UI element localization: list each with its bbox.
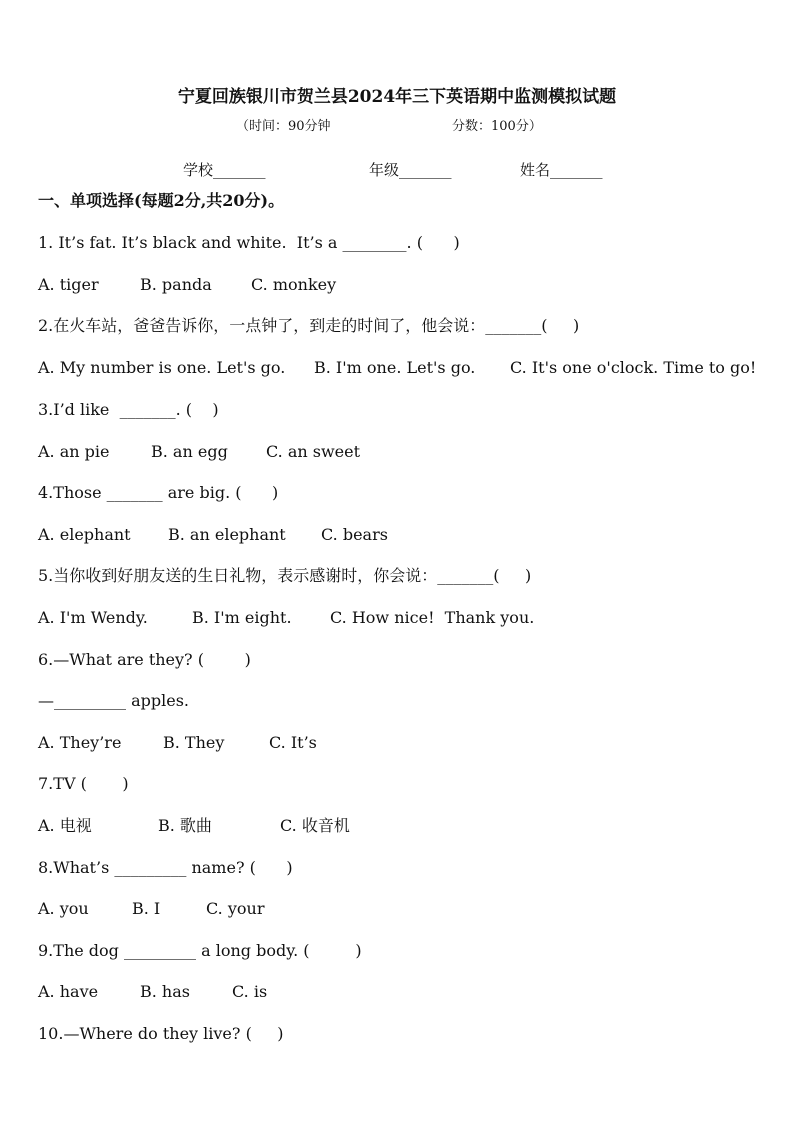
option-c: C. bears <box>321 525 388 544</box>
option-a: A. have <box>38 982 99 1001</box>
option-b: B. has <box>140 982 190 1001</box>
question-stem: 10.—Where do they live? ( ) <box>38 1024 284 1043</box>
option-b: B. panda <box>140 275 212 294</box>
option-b: B. I <box>132 899 161 918</box>
option-a: A. 电视 <box>38 816 92 835</box>
exam-time: （时间：90分钟 <box>236 119 331 134</box>
question-stem: 2.在火车站，爸爸告诉你，一点钟了，到走的时间了，他会说：_______( ) <box>38 316 580 335</box>
question-stem: 9.The dog _________ a long body. ( ) <box>38 941 362 960</box>
option-b: B. 歌曲 <box>158 816 212 835</box>
grade-field: 年级_______ <box>369 161 452 179</box>
exam-score: 分数：100分） <box>452 119 542 134</box>
option-c: C. How nice! Thank you. <box>330 608 535 627</box>
question-stem: 6.—What are they? ( ) <box>38 650 251 669</box>
option-c: C. It’s <box>269 733 317 752</box>
question-stem: 3.I’d like _______. ( ) <box>38 400 219 419</box>
option-c: C. It's one o'clock. Time to go! <box>510 358 757 377</box>
question-stem: 1. It’s fat. It’s black and white. It’s a ________. ( ) <box>38 233 460 252</box>
option-b: B. I'm one. Let's go. <box>314 358 476 377</box>
name-field: 姓名_______ <box>520 161 603 179</box>
section-heading: 一、单项选择(每题2分,共20分)。 <box>38 191 285 210</box>
question-stem: 8.What’s _________ name? ( ) <box>38 858 293 877</box>
question-stem: 5.当你收到好朋友送的生日礼物，表示感谢时，你会说：_______( ) <box>38 566 532 585</box>
option-b: B. They <box>163 733 225 752</box>
option-c: C. is <box>232 982 268 1001</box>
school-field: 学校_______ <box>183 161 266 179</box>
question-stem: 4.Those _______ are big. ( ) <box>38 483 279 502</box>
question-dialogue-line: —_________ apples. <box>38 691 189 710</box>
option-a: A. elephant <box>38 525 131 544</box>
exam-title: 宁夏回族银川市贺兰县2024年三下英语期中监测模拟试题 <box>177 87 617 107</box>
option-c: C. your <box>206 899 265 918</box>
option-a: A. an pie <box>38 442 110 461</box>
option-a: A. you <box>38 899 89 918</box>
option-a: A. tiger <box>38 275 99 294</box>
option-b: B. I'm eight. <box>192 608 292 627</box>
option-c: C. an sweet <box>266 442 361 461</box>
option-c: C. 收音机 <box>280 816 350 835</box>
option-c: C. monkey <box>251 275 337 294</box>
option-a: A. They’re <box>38 733 122 752</box>
option-b: B. an egg <box>151 442 228 461</box>
option-a: A. I'm Wendy. <box>38 608 148 627</box>
option-b: B. an elephant <box>168 525 286 544</box>
option-a: A. My number is one. Let's go. <box>38 358 286 377</box>
question-stem: 7.TV ( ) <box>38 774 129 793</box>
